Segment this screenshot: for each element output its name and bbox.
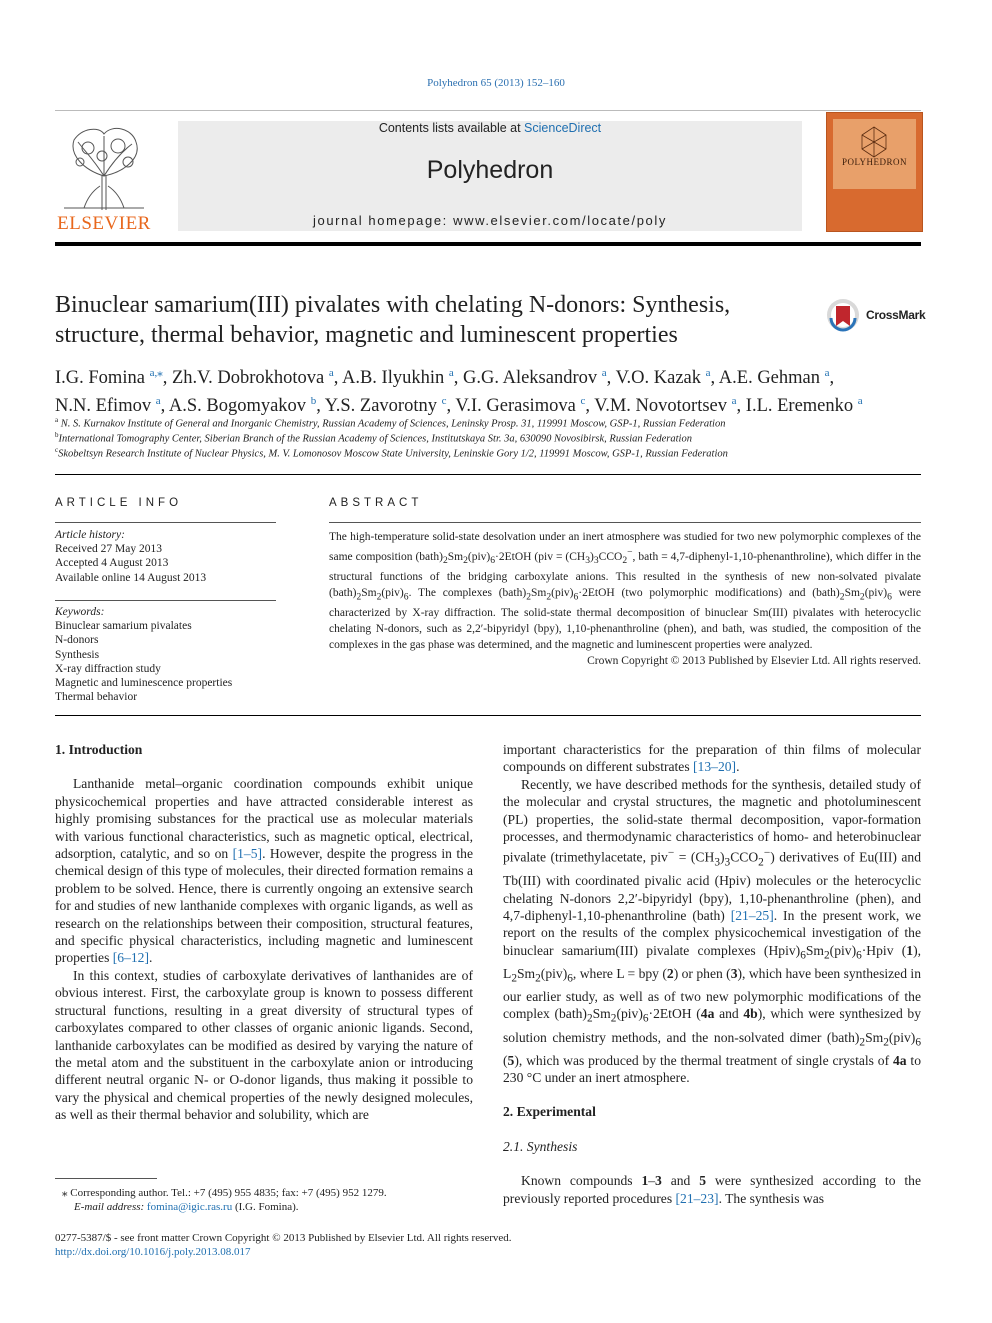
divider: [329, 522, 921, 523]
keyword: X-ray diffraction study: [55, 662, 161, 675]
author[interactable]: I.L. Eremenko $^a$: [745, 395, 863, 417]
citation-link[interactable]: [6–12]: [112, 950, 150, 966]
keyword: N-donors: [55, 634, 99, 647]
online-date: Available online 14 August 2013: [55, 571, 207, 584]
keyword: Synthesis: [55, 648, 100, 661]
citation-link[interactable]: [21–25]: [730, 907, 774, 923]
article-history: [55, 528, 276, 585]
abstract-copyright: Crown Copyright © 2013 Published by Elsevier Ltd. All rights reserved.: [587, 655, 921, 668]
keyword: Binuclear samarium pivalates: [55, 620, 192, 633]
keywords-label: Keywords:: [55, 606, 105, 618]
paragraph: Recently, we have described methods for the synthesis, detailed study of the molecular and crystal structures, the magnetic and photoluminescent (PL) properties, the solid-state thermal decomposition, vapor-formation processes, and thermodynamic characteristics of homo- and heterobinuclear pivalate (trimethylacetate, $piv^- = (CH_3)_3CCO_2^-$) derivatives of Eu(III) and Tb(III) with coordinated pivalic acid (Hpiv) molecules or the heterocyclic chelating N-donors 2,2′-bipyridyl (bpy), 1,10-phenanthroline (phen), and 4,7-diphenyl-1,10-phenanthroline (bath) [21–25]. In the present work, we report on the results of the complex physicochemical investigation of the binuclear samarium(III) pivalate complexes $(Hpiv)_6Sm_2(piv)_6\cdot Hpiv$ (1), $L_2Sm_2(piv)_6$, where L = bpy (2) or phen (3), which have been synthesized in our earlier study, as well as of two new polymorphic modifications of the complex $(bath)_2Sm_2(piv)_6\cdot 2EtOH$ (4a and 4b), which were synthesized by solution chemistry methods, and the non-solvated dimer $(bath)_2Sm_2(piv)_6$ (5), which was produced by the thermal treatment of single crystals of 4a to 230 °C under an inert atmosphere.: [503, 776, 922, 1086]
footnote: [62, 1186, 482, 1214]
divider: [55, 474, 921, 475]
divider: [55, 522, 276, 523]
header-top-rule: [55, 110, 921, 111]
keyword: Magnetic and luminescence properties: [55, 677, 233, 690]
author[interactable]: A.E. Gehman $^a$,: [718, 367, 835, 389]
subsection-heading-synthesis: 2.1. Synthesis: [503, 1138, 578, 1154]
elsevier-wordmark: ELSEVIER: [57, 213, 151, 234]
paragraph: Known compounds 1–3 and 5 were synthesized according to the previously reported procedures [21–23]. The synthesis was: [503, 1173, 921, 1206]
elsevier-logo[interactable]: [54, 120, 154, 235]
article-info-heading: ARTICLE INFO: [55, 497, 183, 509]
contents-line: [178, 121, 802, 135]
left-column: [55, 741, 473, 1124]
footnote-rule: [55, 1178, 157, 1179]
affiliation-c: $^c$Skobeltsyn Research Institute of Nuclear Physics, M. V. Lomonosov Moscow State University, Leninskie Gory 1/2, 119991 Moscow, GSP-1, Russian Federation: [55, 446, 728, 460]
email-line: E-mail address: fomina@igic.ras.ru (I.G. Fomina).: [74, 1201, 299, 1213]
article-title: Binuclear samarium(III) pivalates with chelating N-donors: Synthesis, structure, thermal behavior, magnetic and luminescent properties: [55, 292, 731, 348]
author[interactable]: V.O. Kazak $^a$,: [615, 367, 719, 389]
citation-link[interactable]: [1–5]: [232, 846, 263, 862]
author[interactable]: A.S. Bogomyakov $^b$,: [168, 395, 325, 417]
author[interactable]: A.B. Ilyukhin $^a$,: [341, 367, 464, 389]
crossmark-badge[interactable]: [826, 298, 926, 332]
authors-line-2: [55, 390, 925, 418]
cover-artwork: [833, 119, 916, 189]
doi-link[interactable]: http://dx.doi.org/10.1016/j.poly.2013.08.017: [55, 1246, 251, 1258]
paragraph: In this context, studies of carboxylate derivatives of lanthanides are of obvious interest. First, the carboxylate group is known to possess different structural functions, resulting in a great diversity of structural types of carboxylates compared to other classes of organic anionic ligands. Second, lanthanide carboxylates can be modified as desired by varying the nature of the metal atom and the substituent in the carboxylate anion or introducing different neutral organic N- or O-donor ligands, thus making it possible to vary the physical and chemical properties of the newly designed molecules, as well as their thermal behavior and solubility, which are: [55, 967, 473, 1123]
journal-citation[interactable]: Polyhedron 65 (2013) 152–160: [427, 77, 565, 89]
contents-prefix: Contents lists available at: [378, 121, 525, 135]
author[interactable]: N.N. Efimov $^a$,: [55, 395, 169, 417]
author[interactable]: Y.S. Zavorotny $^c$,: [324, 395, 456, 417]
issn-line: 0277-5387/$ - see front matter Crown Copyright © 2013 Published by Elsevier Ltd. All rights reserved.: [55, 1232, 512, 1244]
keyword: Thermal behavior: [55, 691, 138, 704]
citation-link[interactable]: [21–23]: [675, 1190, 719, 1206]
keywords: [55, 605, 276, 704]
author[interactable]: Zh.V. Dobrokhotova $^a$,: [171, 367, 342, 389]
section-heading-experimental: 2. Experimental: [503, 1104, 596, 1120]
journal-homepage[interactable]: journal homepage: www.elsevier.com/locate/poly: [313, 213, 667, 228]
crossmark-icon: [826, 298, 862, 334]
paragraph: Lanthanide metal–organic coordination compounds exhibit unique physicochemical properties and have attracted considerable interest as highly promising substances for the practical use as molecular materials with various functional characteristics, such as magnetic optical, electrical, adsorption, catalytic, and so on [1–5]. However, despite the progress in the chemical design of this type of molecules, their directed formation remains a problem to be solved. Hence, there is currently ongoing an extensive search for and studies of new lanthanide complexes with organic ligands, as well as research on the relationships between their composition, structural features, and specific physical characteristics, including magnetic and luminescent properties [6–12].: [55, 776, 473, 966]
corresponding-author: ⁎ Corresponding author. Tel.: +7 (495) 955 4835; fax: +7 (495) 952 1279.: [62, 1187, 387, 1199]
journal-cover-image[interactable]: [826, 112, 923, 232]
email-link[interactable]: fomina@igic.ras.ru: [146, 1201, 233, 1213]
divider: [55, 715, 921, 716]
journal-name: Polyhedron: [426, 156, 554, 184]
accepted-date: Accepted 4 August 2013: [55, 557, 169, 570]
history-label: Article history:: [55, 529, 125, 541]
elsevier-tree-icon: [54, 120, 154, 212]
author[interactable]: V.M. Novotortsev $^a$,: [594, 395, 746, 417]
divider: [55, 600, 276, 601]
author[interactable]: V.I. Gerasimova $^c$,: [455, 395, 595, 417]
header-thick-rule: [55, 242, 921, 246]
received-date: Received 27 May 2013: [55, 543, 162, 556]
abstract-heading: ABSTRACT: [329, 497, 423, 509]
abstract-body: [329, 529, 921, 669]
right-column: [503, 741, 921, 1207]
crossmark-label: CrossMark: [866, 308, 926, 322]
cover-title: POLYHEDRON: [841, 157, 908, 167]
paragraph: important characteristics for the preparation of thin films of molecular compounds on different substrates [13–20].: [503, 742, 921, 775]
journal-banner: [178, 121, 802, 231]
abstract-text: The high-temperature solid-state desolvation under an inert atmosphere was studied for two new polymorphic complexes of the same composition $(bath)_2Sm_2(piv)_6\cdot 2EtOH$ ($piv = (CH_3)_3CCO_2^-$, bath = 4,7-diphenyl-1,10-phenanthroline), which differ in the structural functions of the bridging carboxylate anions. This resulted in the synthesis of new non-solvated pivalate $(bath)_2Sm_2(piv)_6$. The complexes $(bath)_2Sm_2(piv)_6\cdot 2EtOH$ (two polymorphic modifications) and $(bath)_2Sm_2(piv)_6$ were characterized by X-ray diffraction. The solid-state thermal decomposition of binuclear Sm(III) pivalates with heterocyclic chelating N-donors, such as 2,2′-bipyridyl (bpy), 1,10-phenanthroline (phen), and bath, was studied, the composition of the complexes in the gas phase was determined, and the magnetic and luminescent properties were analyzed.: [329, 531, 922, 652]
polyhedron-icon: [833, 119, 916, 189]
affiliation-b: $^b$International Tomography Center, Siberian Branch of the Russian Academy of Sciences, Institutskaya Str. 3a, 630090 Novosibirsk, Russian Federation: [55, 431, 692, 445]
affiliation-a: $^a$ N. S. Kurnakov Institute of General and Inorganic Chemistry, Russian Academy of Sciences, Leninsky Prosp. 31, 119991 Moscow, GSP-1, Russian Federation: [55, 416, 726, 430]
author[interactable]: I.G. Fomina $^{a,⁎}$,: [55, 367, 172, 389]
front-matter: [55, 1231, 755, 1259]
authors-line-1: [55, 362, 925, 390]
author-list: [55, 362, 925, 418]
section-heading-introduction: 1. Introduction: [55, 742, 143, 757]
citation-link[interactable]: [13–20]: [693, 759, 737, 775]
sciencedirect-link[interactable]: ScienceDirect: [524, 121, 602, 135]
author[interactable]: G.G. Aleksandrov $^a$,: [463, 367, 616, 389]
